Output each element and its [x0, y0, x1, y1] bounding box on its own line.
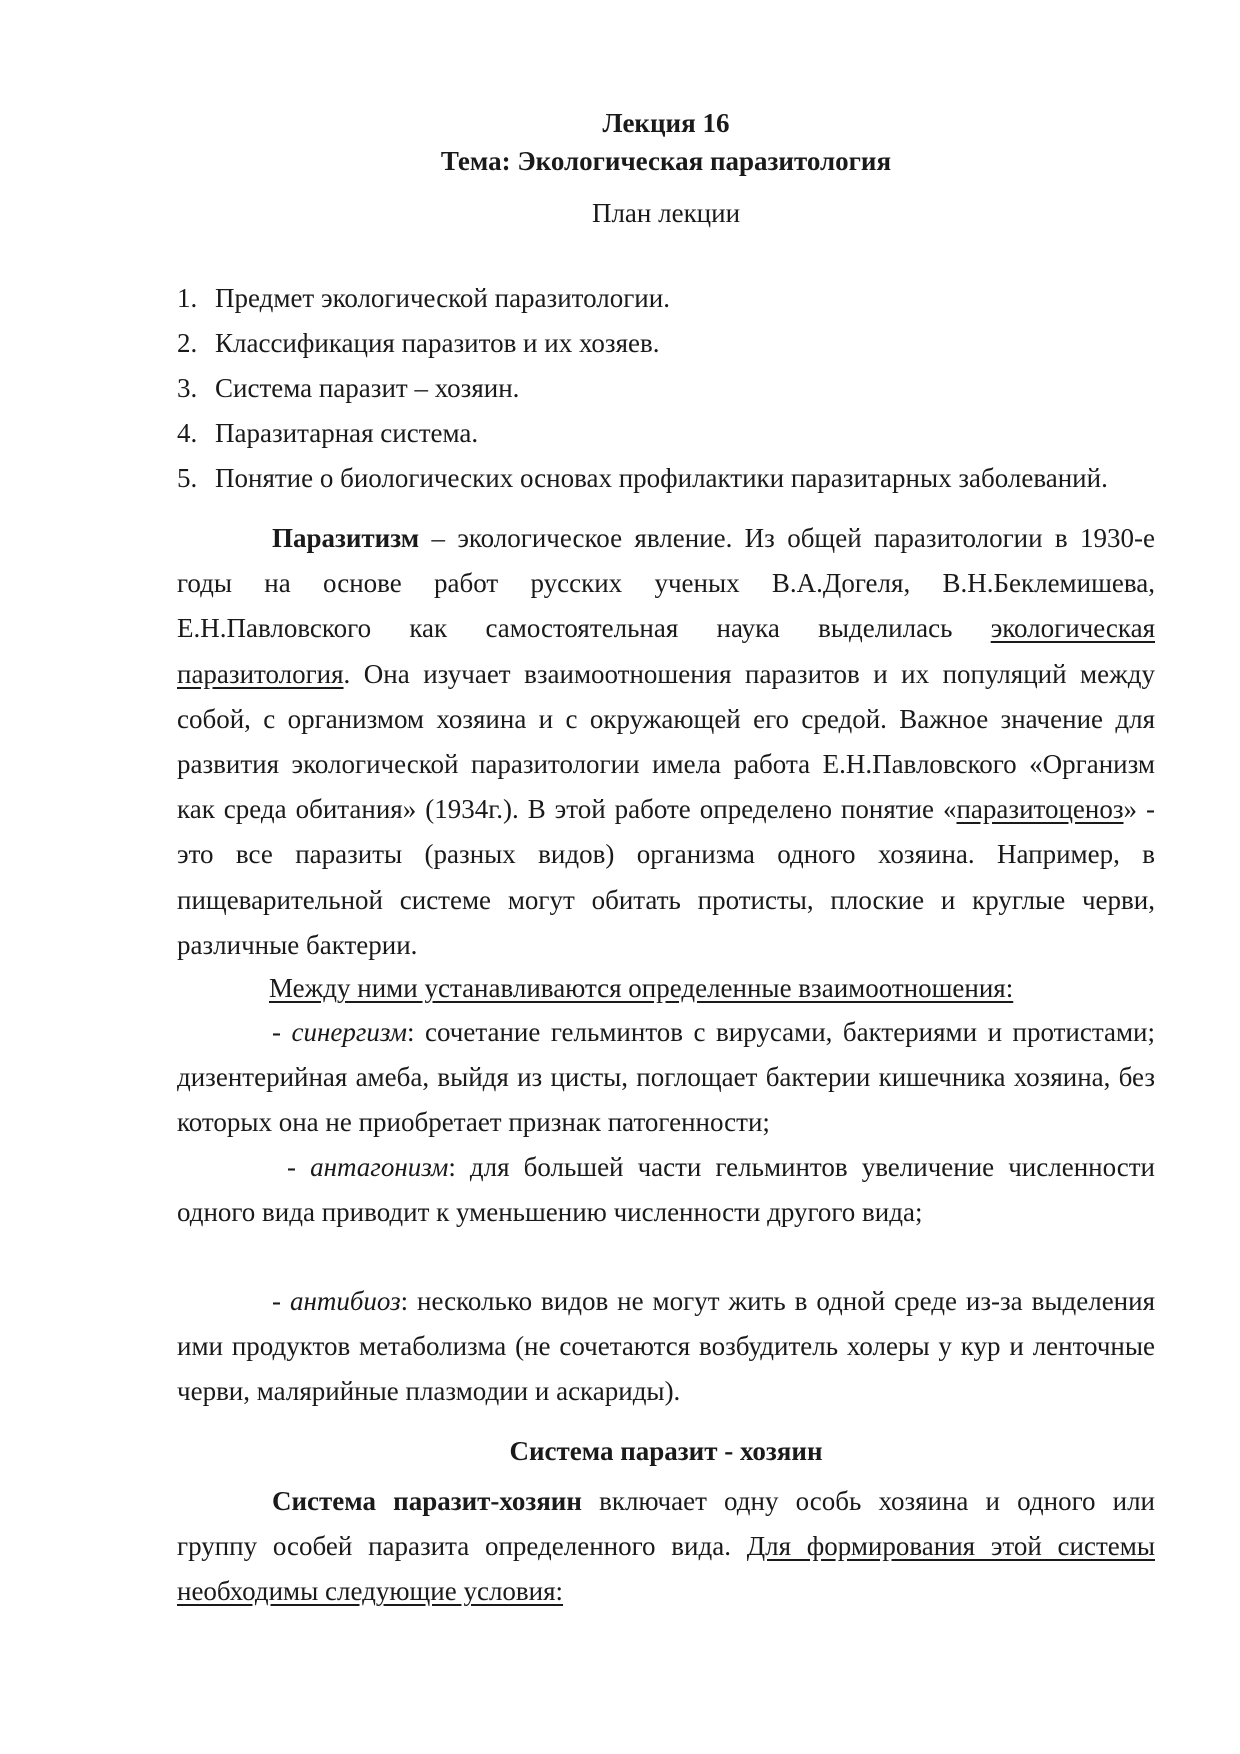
plan-list	[177, 276, 1155, 501]
plan-item	[177, 366, 1155, 411]
plan-item	[177, 411, 1155, 456]
plan-item-number: 5.	[177, 463, 198, 493]
plan-item-number: 4.	[177, 418, 198, 448]
paragraph-text: включает одну особь хозяина и одного или группу особей паразита определенного вида.	[177, 1486, 1155, 1562]
paragraph-text: – экологическое явление. Из общей паразитологии в 1930-е годы на основе работ русских ученых В.А.Догеля, В.Н.Беклемишева, Е.Н.Павловского как самостоятельная наука выделилась	[177, 523, 1155, 644]
term-antibiosis: антибиоз	[289, 1286, 401, 1316]
relation-dash: -	[272, 1017, 292, 1047]
term-ecological-parasitology: экологическая паразитология	[177, 613, 1155, 689]
conditions-intro: Для формирования этой системы необходимы следующие условия:	[177, 1531, 1155, 1607]
section-title: Система паразит - хозяин	[509, 1436, 823, 1466]
term-host-parasite-system: Система паразит-хозяин	[272, 1486, 582, 1516]
plan-item-number: 1.	[177, 283, 198, 313]
lecture-topic: Тема: Экологическая паразитология	[440, 146, 892, 176]
plan-title: План лекции	[591, 198, 741, 228]
plan-item	[177, 321, 1155, 366]
relations-heading	[177, 966, 1155, 1011]
term-antagonism: антагонизм	[310, 1152, 449, 1182]
relation-dash: -	[272, 1286, 290, 1316]
paragraph-text: . Она изучает взаимоотношения паразитов и их популяций между собой, с организмом хозяина и с окружающей его средой. Важное значение для развития экологической паразитологии имела работа Е.Н.Павловского «Организм как среда обитания» (1934г.). В этой работе определено понятие «	[177, 658, 1155, 825]
relation-antibiosis	[177, 1279, 1155, 1415]
plan-item-text: Классификация паразитов и их хозяев.	[215, 328, 660, 358]
plan-item	[177, 276, 1155, 321]
plan-item-text: Система паразит – хозяин.	[215, 373, 520, 403]
host-parasite-paragraph	[177, 1479, 1155, 1615]
plan-item-text: Паразитарная система.	[215, 418, 479, 448]
term-synergism: синергизм	[291, 1017, 407, 1047]
relations-heading-text: Между ними устанавливаются определенные взаимоотношения:	[269, 973, 1014, 1003]
plan-item-number: 3.	[177, 373, 198, 403]
relation-text: : сочетание гельминтов с вирусами, бактериями и протистами; дизентерийная амеба, выйдя из цисты, поглощает бактерии кишечника хозяина, без которых она не приобретает признак патогенности;	[177, 1017, 1155, 1138]
plan-item-text: Понятие о биологических основах профилактики паразитарных заболеваний.	[215, 463, 1108, 493]
relation-dash: -	[287, 1152, 311, 1182]
relation-text: : для большей части гельминтов увеличение численности одного вида приводит к уменьшению численности другого вида;	[177, 1152, 1155, 1228]
plan-item-number: 2.	[177, 328, 198, 358]
paragraph-text: » - это все паразиты (разных видов) организма одного хозяина. Например, в пищеварительной системе могут обитать протисты, плоские и круглые черви, различные бактерии.	[177, 794, 1155, 960]
term-parasitism: Паразитизм	[272, 523, 420, 553]
relation-synergism	[177, 1010, 1155, 1146]
lecture-number: Лекция 16	[602, 108, 730, 138]
parasitism-paragraph	[177, 516, 1155, 968]
relation-antagonism	[177, 1145, 1155, 1235]
term-parasitocenosis: паразитоценоз	[956, 794, 1124, 825]
plan-item	[177, 456, 1155, 501]
relation-text: : несколько видов не могут жить в одной среде из-за выделения ими продуктов метаболизма (не сочетаются возбудитель холеры у кур и ленточные черви, малярийные плазмодии и аскариды).	[177, 1286, 1156, 1407]
plan-item-text: Предмет экологической паразитологии.	[215, 283, 670, 313]
